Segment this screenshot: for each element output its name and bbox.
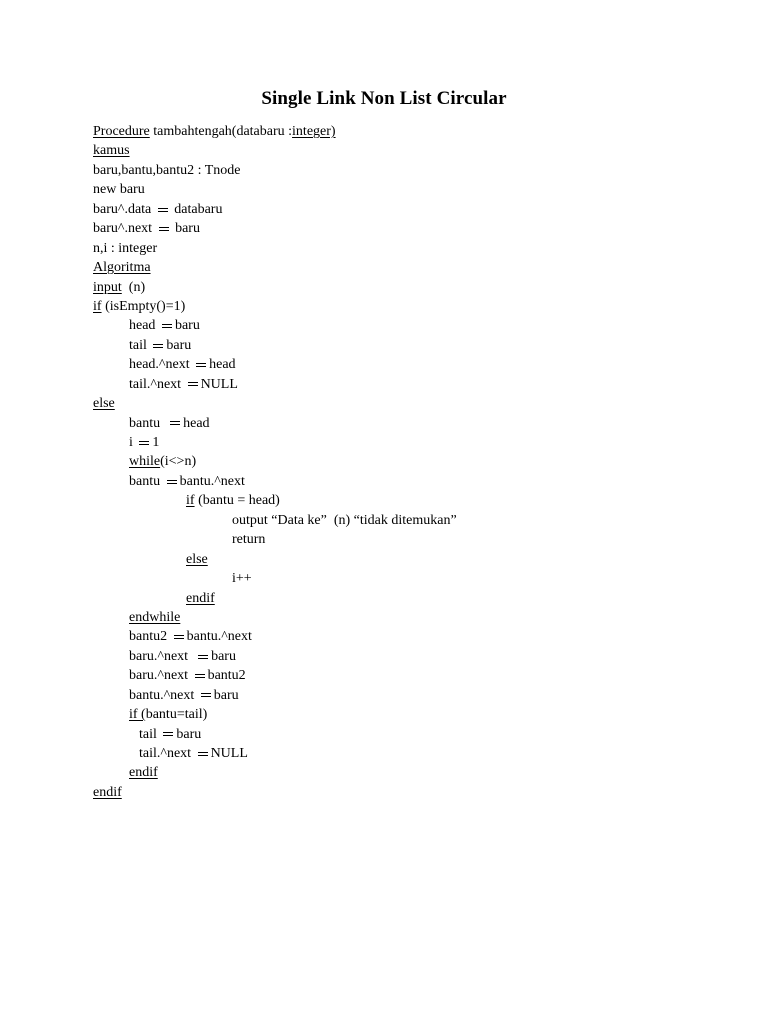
keyword-else: else (93, 396, 115, 412)
code-text: n,i : integer (93, 240, 158, 256)
code-text: bantu (129, 473, 164, 489)
code-line (93, 550, 713, 569)
code-line (93, 278, 713, 297)
code-text: bantu=tail) (145, 707, 208, 723)
keyword-input: input (93, 279, 122, 295)
code-text: baru,bantu,bantu2 : Tnode (93, 162, 241, 178)
assign-arrow-icon (194, 670, 206, 682)
code-text: bantu (129, 415, 168, 431)
keyword-else: else (186, 551, 208, 567)
code-text: return (232, 532, 266, 548)
assign-arrow-icon (187, 378, 199, 390)
code-line (93, 666, 713, 685)
code-text: output “Data ke” (n) “tidak ditemukan” (232, 512, 457, 528)
assign-arrow-icon (169, 417, 181, 429)
assign-arrow-icon (152, 340, 164, 352)
code-line (93, 316, 713, 335)
code-text: baru (176, 726, 202, 742)
code-text: i++ (232, 571, 252, 587)
code-text: (isEmpty()=1) (101, 298, 186, 314)
code-line (93, 141, 713, 160)
keyword-endif: endif (186, 590, 215, 606)
code-line (93, 763, 713, 782)
code-line (93, 608, 713, 627)
code-text: bantu2 (207, 668, 246, 684)
code-text: baru (211, 648, 236, 664)
keyword-procedure: Procedure (93, 124, 150, 139)
assign-arrow-icon (162, 728, 174, 740)
code-text: bantu2 (129, 629, 171, 645)
code-line (93, 239, 713, 258)
code-text: baru (174, 318, 200, 334)
code-text: tambahtengah(databaru : (149, 124, 293, 139)
code-text: baru^.next (93, 221, 156, 237)
code-text: baru (171, 221, 200, 237)
assign-arrow-icon (157, 204, 169, 216)
keyword-algoritma: Algoritma (93, 260, 151, 276)
code-text: head (129, 318, 159, 334)
code-text: (i<>n) (160, 454, 197, 470)
code-text: head (183, 415, 210, 431)
code-line (93, 258, 713, 277)
code-text: baru.^next (129, 668, 192, 684)
code-text: baru (213, 687, 239, 703)
code-line (93, 219, 713, 238)
code-text: NULL (200, 376, 238, 392)
code-text: tail (129, 337, 151, 353)
code-line (93, 394, 713, 413)
code-line (93, 414, 713, 433)
code-line (93, 725, 713, 744)
assign-arrow-icon (195, 359, 207, 371)
code-line (93, 375, 713, 394)
code-text: new baru (93, 182, 145, 198)
code-text: head.^next (129, 357, 194, 373)
code-line (93, 122, 713, 141)
code-line (93, 627, 713, 646)
code-line (93, 686, 713, 705)
code-line (93, 180, 713, 199)
keyword-while: while (129, 454, 161, 470)
code-text: (bantu = head) (194, 493, 280, 509)
assign-arrow-icon (138, 437, 150, 449)
code-line (93, 161, 713, 180)
code-line (93, 452, 713, 471)
code-text: bantu.^next (186, 629, 252, 645)
keyword-if: if ( (129, 707, 146, 723)
code-line (93, 511, 713, 530)
code-text: baru (166, 337, 192, 353)
code-line (93, 705, 713, 724)
code-text: i (129, 435, 137, 450)
keyword-if: if (93, 298, 102, 314)
code-text: tail (139, 726, 161, 742)
keyword-endwhile: endwhile (129, 609, 181, 625)
code-line (93, 297, 713, 316)
code-text: tail.^next (139, 746, 195, 761)
code-line (93, 200, 713, 219)
assign-arrow-icon (200, 689, 212, 701)
keyword-kamus: kamus (93, 143, 130, 159)
code-line (93, 336, 713, 355)
code-line (93, 744, 713, 763)
code-line (93, 589, 713, 608)
assign-arrow-icon (197, 748, 209, 760)
assign-arrow-icon (161, 320, 173, 332)
code-line (93, 530, 713, 549)
pseudocode-block (93, 122, 713, 802)
code-text: bantu.^next (179, 473, 245, 489)
code-line (93, 783, 713, 802)
code-line (93, 569, 713, 588)
code-line (93, 355, 713, 374)
assign-arrow-icon (197, 651, 209, 663)
code-text: bantu.^next (129, 687, 198, 703)
assign-arrow-icon (166, 476, 178, 488)
code-text: baru^.data (93, 201, 155, 217)
code-text: 1 (152, 435, 160, 450)
keyword-integer: integer) (292, 124, 336, 139)
assign-arrow-icon (173, 631, 185, 643)
code-text: NULL (210, 746, 248, 761)
code-line (93, 491, 713, 510)
document-title: Single Link Non List Circular (261, 88, 507, 109)
code-text: (n) (121, 279, 146, 295)
code-line (93, 647, 713, 666)
keyword-if: if (186, 493, 195, 509)
code-text: tail.^next (129, 376, 185, 392)
keyword-endif: endif (93, 784, 122, 800)
code-text: baru.^next (129, 648, 196, 664)
code-line (93, 472, 713, 491)
code-text: databaru (170, 201, 223, 217)
assign-arrow-icon (158, 223, 170, 235)
code-line (93, 433, 713, 452)
keyword-endif: endif (129, 765, 158, 781)
code-text: head (209, 357, 236, 373)
